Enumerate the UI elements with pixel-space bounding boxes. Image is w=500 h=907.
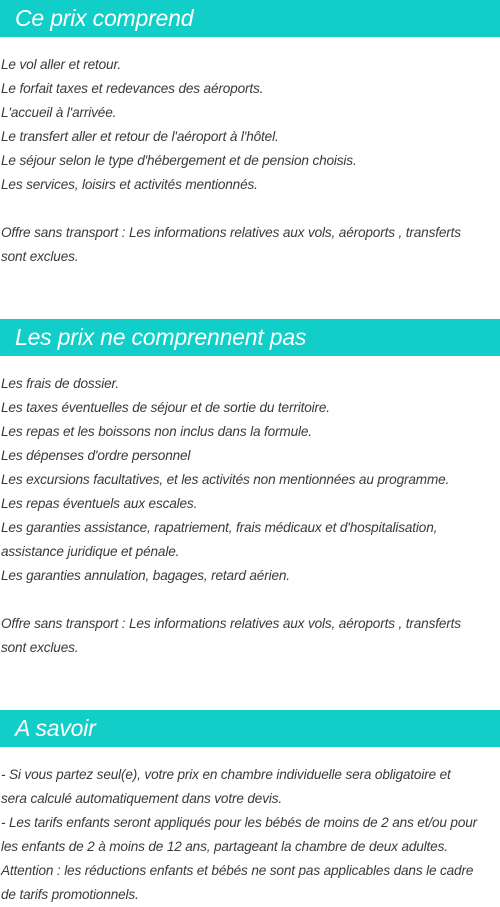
list-item: - Les tarifs enfants seront appliqués pour les bébés de moins de 2 ans et/ou pour — [1, 815, 478, 830]
list-item: Les dépenses d'ordre personnel — [1, 448, 191, 463]
section-header — [0, 710, 500, 747]
list-item: Le vol aller et retour. — [1, 57, 121, 72]
list-item: Les repas et les boissons non inclus dans la formule. — [1, 424, 312, 439]
note-line: sont exclues. — [1, 249, 79, 264]
section-price-excludes — [0, 319, 500, 660]
list-item: Les garanties annulation, bagages, retard aérien. — [1, 568, 290, 583]
list-item: - Si vous partez seul(e), votre prix en chambre individuelle sera obligatoire et — [1, 767, 451, 782]
note-line: sont exclues. — [1, 640, 79, 655]
section-body — [0, 747, 500, 907]
list-item: Les services, loisirs et activités mentionnés. — [1, 177, 258, 192]
spacer — [1, 197, 500, 221]
list-item: assistance juridique et pénale. — [1, 544, 180, 559]
section-body — [0, 356, 500, 660]
list-item: Le transfert aller et retour de l'aéroport à l'hôtel. — [1, 129, 279, 144]
section-title: Les prix ne comprennent pas — [15, 324, 307, 350]
list-item: de tarifs promotionnels. — [1, 887, 139, 902]
list-item: Le forfait taxes et redevances des aéroports. — [1, 81, 264, 96]
note-line: Offre sans transport : Les informations relatives aux vols, aéroports , transferts — [1, 225, 461, 240]
section-body — [0, 37, 500, 269]
spacer — [1, 588, 500, 612]
list-item: les enfants de 2 à moins de 12 ans, partageant la chambre de deux adultes. — [1, 839, 448, 854]
section-title: Ce prix comprend — [15, 5, 194, 31]
list-item: Les garanties assistance, rapatriement, frais médicaux et d'hospitalisation, — [1, 520, 438, 535]
list-item: Les repas éventuels aux escales. — [1, 496, 198, 511]
list-item: sera calculé automatiquement dans votre devis. — [1, 791, 282, 806]
section-price-includes — [0, 0, 500, 269]
list-item: Les excursions facultatives, et les activités non mentionnées au programme. — [1, 472, 450, 487]
note-line: Offre sans transport : Les informations relatives aux vols, aéroports , transferts — [1, 616, 461, 631]
list-item: Les frais de dossier. — [1, 376, 119, 391]
list-item: L'accueil à l'arrivée. — [1, 105, 117, 120]
section-good-to-know — [0, 710, 500, 907]
section-header — [0, 319, 500, 356]
section-title: A savoir — [15, 715, 96, 741]
section-header — [0, 0, 500, 37]
list-item: Attention : les réductions enfants et bébés ne sont pas applicables dans le cadre — [1, 863, 474, 878]
list-item: Le séjour selon le type d'hébergement et de pension choisis. — [1, 153, 357, 168]
list-item: Les taxes éventuelles de séjour et de sortie du territoire. — [1, 400, 330, 415]
